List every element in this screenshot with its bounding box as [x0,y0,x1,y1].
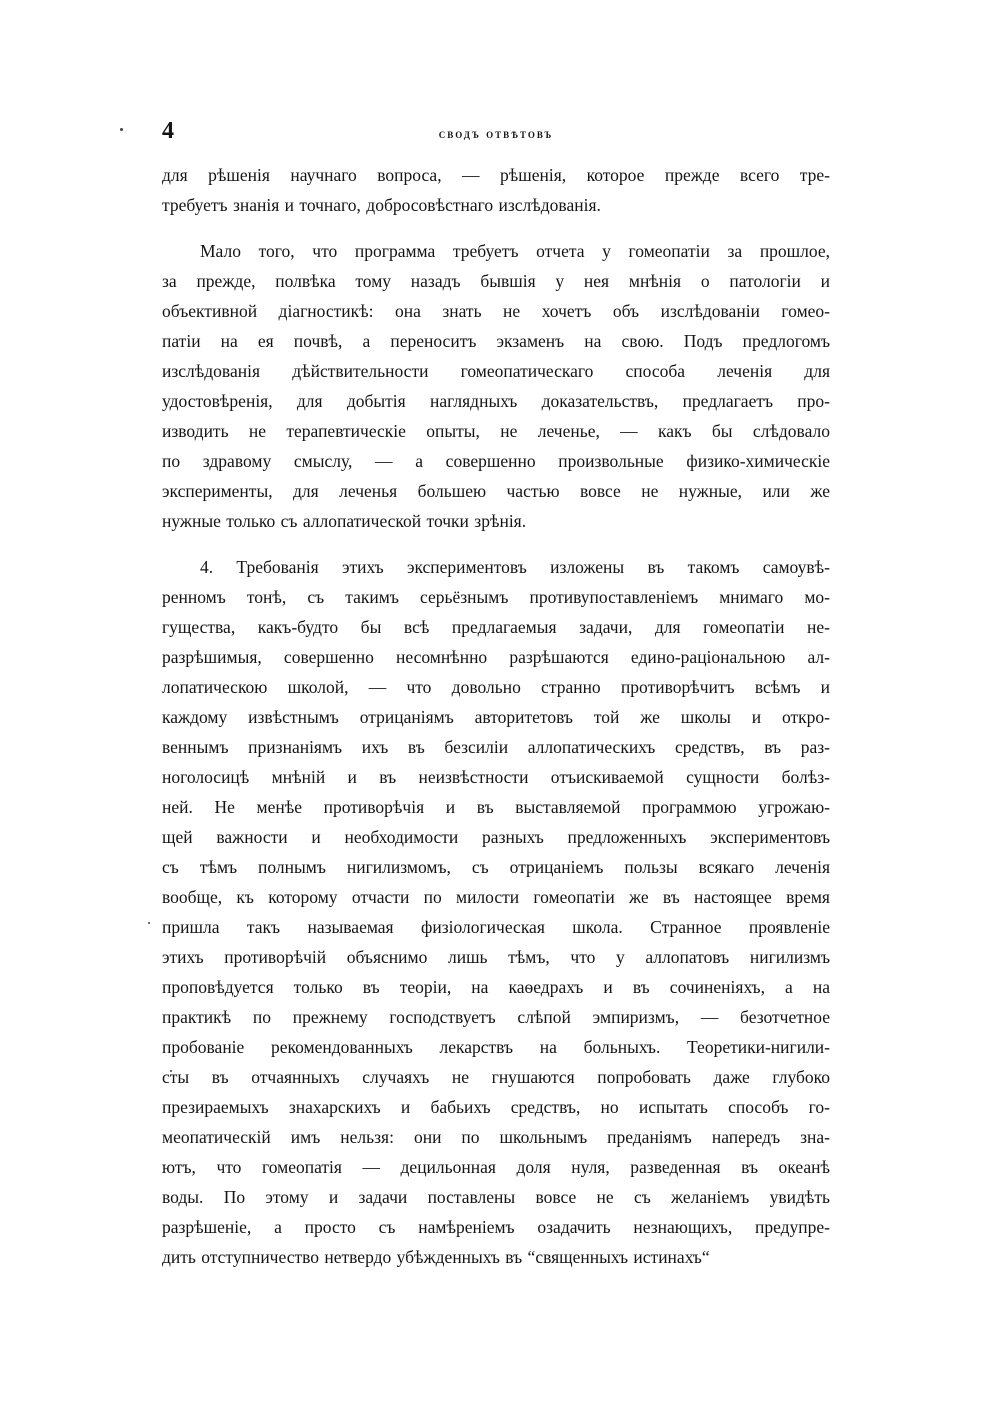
text-line: разрѣшеніе, а просто съ намѣреніемъ озадачить незнающихъ, предупре- [162,1217,830,1237]
paragraph [162,160,830,220]
text-line: патіи на ея почвѣ, а переноситъ экзаменъ на свою. Подъ предлогомъ [162,331,830,351]
text-line: удостовѣренія, для добытія наглядныхъ доказательствъ, предлагаетъ про- [162,391,830,411]
paragraph-gap [162,536,830,552]
text-line: за прежде, полвѣка тому назадъ бывшія у нея мнѣнія о патологіи и [162,271,830,291]
text-line: для рѣшенія научнаго вопроса, — рѣшенія, которое прежде всего тре- [162,165,830,185]
text-line: лопатическою школой, — что довольно странно противорѣчитъ всѣмъ и [162,677,830,697]
text-line: каждому извѣстнымъ отрицаніямъ авторитетовъ той же школы и откро- [162,707,830,727]
text-line: вообще, къ которому отчасти по милости гомеопатіи же въ настоящее время [162,887,830,907]
text-line: дить отступничество нетвердо убѣжденныхъ въ “священныхъ истинахъ“ [162,1247,710,1267]
text-line: меопатическій имъ нельзя: они по школьнымъ преданіямъ напередъ зна- [162,1127,830,1147]
text-line: щей важности и необходимости разныхъ предложенныхъ экспериментовъ [162,827,830,847]
text-line: воды. По этому и задачи поставлены вовсе не съ желаніемъ увидѣть [162,1187,830,1207]
text-line: ютъ, что гомеопатія — децильонная доля нуля, разведенная въ океанѣ [162,1157,830,1177]
text-line: разрѣшимыя, совершенно несомнѣнно разрѣшаются едино-раціональною ал- [162,647,830,667]
text-line: ноголосицѣ мнѣній и въ неизвѣстности отъискиваемой сущности болѣз- [162,767,830,787]
running-title: сводъ отвѣтовъ [438,126,554,141]
paragraph-gap [162,220,830,236]
text-line: пришла такъ называемая физіологическая школа. Странное проявленіе [162,917,830,937]
page-header [162,118,830,148]
print-speck [120,128,123,131]
paragraph [162,552,830,1272]
text-line: ренномъ тонѣ, съ такимъ серьёзнымъ противупоставленіемъ мнимаго мо- [162,587,830,607]
text-line: 4. Требованія этихъ экспериментовъ изложены въ такомъ самоувѣ- [200,557,830,577]
text-line: этихъ противорѣчій объяснимо лишь тѣмъ, что у аллопатовъ нигилизмъ [162,947,830,967]
text-line: Мало того, что программа требуетъ отчета у гомеопатіи за прошлое, [200,241,830,261]
page-number: 4 [162,118,174,144]
text-line: изводить не терапевтическіе опыты, не леченье, — какъ бы слѣдовало [162,421,830,441]
print-speck [148,922,150,924]
text-line: по здравому смыслу, — а совершенно произвольные физико-химическіе [162,451,830,471]
text-line: веннымъ признаніямъ ихъ въ безсиліи аллопатическихъ средствъ, въ раз- [162,737,830,757]
text-line: проповѣдуется только въ теоріи, на каѳедрахъ и въ сочиненіяхъ, а на [162,977,830,997]
text-line: сты въ отчаянныхъ случаяхъ не гнушаются попробовать даже глубоко [162,1067,830,1087]
body-text [162,160,830,1272]
text-line: практикѣ по прежнему господствуетъ слѣпой эмпиризмъ, — безотчетное [162,1007,830,1027]
text-line: ней. Не менѣе противорѣчія и въ выставляемой программою угрожаю- [162,797,830,817]
text-line: объективной діагностикѣ: она знать не хочетъ объ изслѣдованіи гомео- [162,301,830,321]
text-line: изслѣдованія дѣйствительности гомеопатическаго способа леченія для [162,361,830,381]
text-line: презираемыхъ знахарскихъ и бабьихъ средствъ, но испытать способъ го- [162,1097,830,1117]
text-line: гущества, какъ-будто бы всѣ предлагаемыя задачи, для гомеопатіи не- [162,617,830,637]
paragraph [162,236,830,536]
text-line: пробованіе рекомендованныхъ лекарствъ на больныхъ. Теоретики-нигили- [162,1037,830,1057]
text-line: нужные только съ аллопатической точки зрѣнія. [162,511,527,531]
text-line: требуетъ знанія и точнаго, добросовѣстнаго изслѣдованія. [162,195,601,215]
text-line: съ тѣмъ полнымъ нигилизмомъ, съ отрицаніемъ пользы всякаго леченія [162,857,830,877]
text-line: эксперименты, для леченья большею частью вовсе не нужные, или же [162,481,830,501]
